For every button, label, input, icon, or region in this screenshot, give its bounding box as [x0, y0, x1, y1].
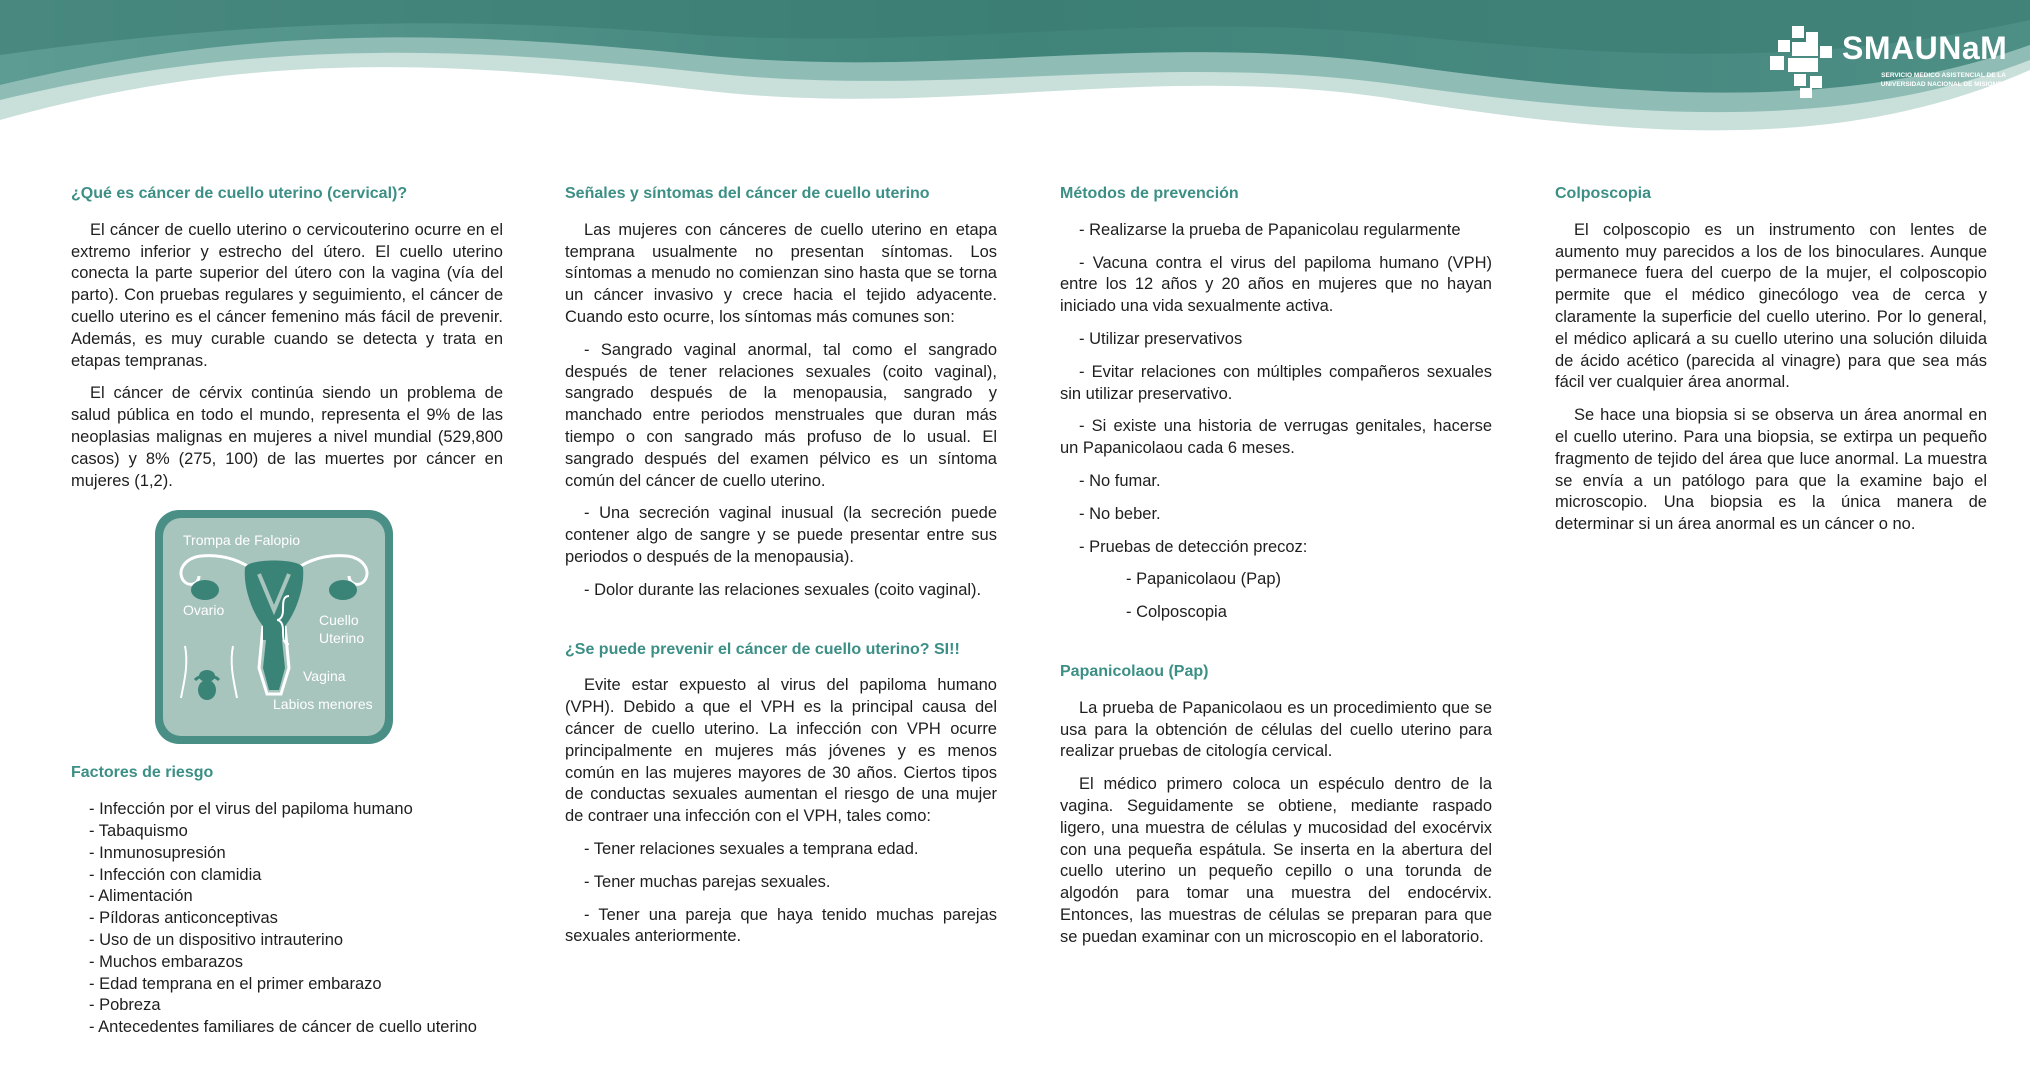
prevention-item: - Evitar relaciones con múltiples compañeros sexuales sin utilizar preservativo. — [1060, 362, 1492, 403]
prevention-item: - No fumar. — [1079, 471, 1161, 490]
symptom-item: - Sangrado vaginal anormal, tal como el sangrado después de tener relaciones sexuales (coito vaginal), sangrado después de la menopausia, sangrado y manchado entre periodos menstruales que duran más tiempo o con sangrado más profuso de lo usual. El sangrado después del examen pélvico es un síntoma común del cáncer de cuello uterino. — [565, 340, 997, 490]
section-heading-risk-factors: Factores de riesgo — [71, 764, 214, 782]
label-labia: Labios menores — [273, 696, 373, 713]
list-item: - Inmunosupresión — [89, 843, 226, 862]
risk-behavior-item: - Tener muchas parejas sexuales. — [584, 872, 831, 891]
prevention-item: - Utilizar preservativos — [1079, 329, 1243, 348]
list-item: - Infección por el virus del papiloma humano — [89, 800, 413, 819]
prevention-item: - Realizarse la prueba de Papanicolau regularmente — [1079, 220, 1461, 239]
prevention-item: - No beber. — [1079, 504, 1161, 523]
symptom-item: - Una secreción vaginal inusual (la secreción puede contener algo de sangre y se puede presentar entre sus periodos o después de la menopausia). — [565, 504, 997, 566]
label-vagina: Vagina — [303, 668, 346, 685]
list-item: - Píldoras anticonceptivas — [89, 909, 278, 928]
column-symptoms — [565, 183, 997, 959]
list-item: - Muchos embarazos — [89, 952, 244, 971]
list-item: - Antecedentes familiares de cáncer de cuello uterino — [89, 1018, 477, 1037]
symptom-item: - Dolor durante las relaciones sexuales (coito vaginal). — [584, 580, 982, 599]
anatomy-figure-panel — [163, 518, 385, 736]
list-item: - Pobreza — [89, 996, 161, 1015]
paragraph-symptoms-intro: Las mujeres con cánceres de cuello uterino en etapa temprana usualmente no presentan síntomas. Los síntomas a menudo no comienzan sino hasta que se torna un cáncer invasivo y crece hacia el tejido adyacente. Cuando esto ocurre, los síntomas más comunes son: — [565, 220, 997, 326]
column-colposcopy — [1555, 183, 1987, 547]
label-cervix-1: Cuello — [319, 612, 359, 629]
paragraph-pap-procedure: El médico primero coloca un espéculo dentro de la vagina. Seguidamente se obtiene, mediante raspado ligero, una muestra de células y mucosidad del exocérvix con una pequeña espátula. Se inserta en la abertura del cuello uterino un pequeño cepillo o una torunda de algodón para tomar una muestra del endocérvix. Entonces, las muestras de células se preparan para que se puedan examinar con un microscopio en el laboratorio. — [1060, 775, 1492, 946]
risk-factors-list — [71, 799, 503, 1039]
brand-subtitle-line1: SERVICIO MEDICO ASISTENCIAL DE LA — [1881, 72, 2006, 79]
paragraph-colposcope: El colposcopio es un instrumento con lentes de aumento muy parecidos a los de los binoculares. Aunque permanece fuera del cuerpo de la mujer, el colposcopio permite que el médico ginecólogo vea de cerca y claramente la superficie del cuello uterino. Por lo general, el médico aplicará a su cuello uterino una solución diluida de ácido acético (parecida al vinagre) para que sea más fácil ver cualquier área anormal. — [1555, 220, 1987, 392]
prevention-item: - Si existe una historia de verrugas genitales, hacerse un Papanicolaou cada 6 meses. — [1060, 417, 1492, 458]
list-item: - Tabaquismo — [89, 821, 188, 840]
section-heading-can-prevent: ¿Se puede prevenir el cáncer de cuello uterino? SI!! — [565, 640, 960, 658]
paragraph-biopsy: Se hace una biopsia si se observa un área anormal en el cuello uterino. Para una biopsia, se extirpa un pequeño fragmento de tejido del área que luce anormal. La muestra se envía a un patólogo para que la examine bajo el microscopio. Una biopsia es la única manera de determinar si un área anormal es un cáncer o no. — [1555, 406, 1987, 534]
prevention-subitem: - Colposcopia — [1126, 603, 1227, 622]
list-item: - Uso de un dispositivo intrauterino — [89, 930, 344, 949]
list-item: - Alimentación — [89, 887, 193, 906]
brand-subtitle-line2: UNIVERSIDAD NACIONAL DE MISIONES — [1880, 80, 2006, 88]
list-item: - Edad temprana en el primer embarazo — [89, 974, 382, 993]
paragraph-prevent: Evite estar expuesto al virus del papiloma humano (VPH). Debido a que el VPH es la principal causa del cáncer de cuello uterino. La infección con VPH ocurre principalmente en mujeres más jóvenes y es menos común en las mujeres mayores de 30 años. Ciertos tipos de conductas sexuales aumentan el riesgo de una mujer de contraer una infección con el VPH, tales como: — [565, 676, 997, 826]
list-item: - Infección con clamidia — [89, 865, 262, 884]
prevention-item: - Vacuna contra el virus del papiloma humano (VPH) entre los 12 años y 20 años en mujeres que no hayan iniciado una vida sexualmente activa. — [1060, 253, 1492, 316]
section-heading-prevention-methods: Métodos de prevención — [1060, 185, 1239, 202]
section-heading-colposcopy: Colposcopia — [1555, 185, 1652, 202]
paragraph-definition: El cáncer de cuello uterino o cervicouterino ocurre en el extremo inferior y estrecho del útero. El cuello uterino conecta la parte superior del útero con la vagina (vía del parto). Con pruebas regulares y seguimiento, el cáncer de cuello uterino es el cáncer femenino más fácil de prevenir. Además, es muy curable cuando se detecta y trata en etapas tempranas. — [71, 220, 503, 370]
smaunam-logo — [1770, 26, 2008, 100]
brand-name: SMAUNaM — [1842, 30, 2008, 66]
paragraph-statistics: El cáncer de cérvix continúa siendo un problema de salud pública en todo el mundo, representa el 9% de las neoplasias malignas en mujeres a nivel mundial (529,800 casos) y 8% (275, 100) de las muertes por cáncer en mujeres (1,2). — [71, 384, 503, 490]
label-ovary: Ovario — [183, 602, 225, 619]
risk-behavior-item: - Tener una pareja que haya tenido muchas parejas sexuales anteriormente. — [565, 905, 997, 946]
column-what-is-cancer — [71, 183, 503, 1039]
prevention-subitem: - Papanicolaou (Pap) — [1126, 570, 1282, 589]
section-heading-what-is: ¿Qué es cáncer de cuello uterino (cervical)? — [71, 185, 408, 202]
label-fallopian-tube: Trompa de Falopio — [183, 532, 300, 549]
brand-subtitle — [1856, 72, 2006, 89]
header-wave-banner — [0, 0, 2030, 170]
label-cervix-2: Uterino — [319, 630, 365, 647]
cross-logo-icon — [1770, 26, 1834, 98]
paragraph-pap-definition: La prueba de Papanicolaou es un procedimiento que se usa para la obtención de células del cuello uterino para realizar pruebas de citología cervical. — [1060, 698, 1492, 761]
section-heading-symptoms: Señales y síntomas del cáncer de cuello uterino — [565, 185, 930, 202]
column-prevention — [1060, 183, 1492, 960]
anatomy-figure — [155, 510, 393, 744]
risk-behavior-item: - Tener relaciones sexuales a temprana edad. — [584, 839, 919, 858]
prevention-item: - Pruebas de detección precoz: — [1079, 537, 1308, 556]
section-heading-pap: Papanicolaou (Pap) — [1060, 662, 1209, 680]
